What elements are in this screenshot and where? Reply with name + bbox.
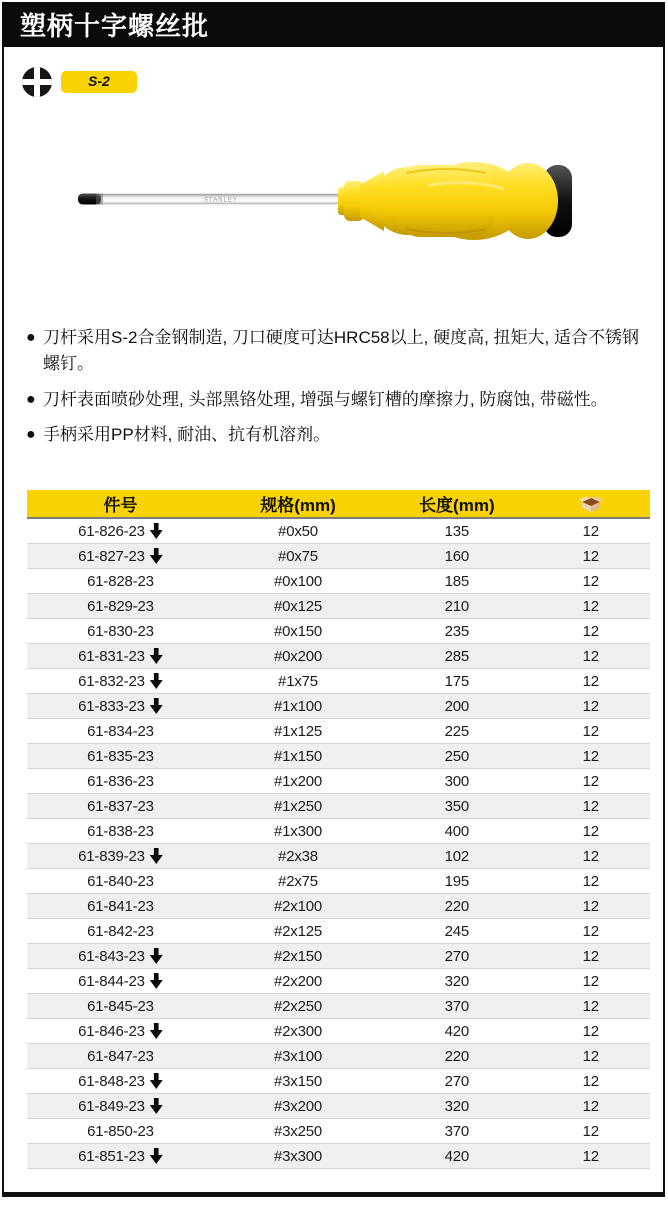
length-cell: 220 (382, 894, 532, 919)
down-arrow-icon (150, 948, 163, 964)
part-no-text: 61-839-23 (78, 847, 145, 865)
qty-cell: 12 (532, 794, 650, 819)
length-cell: 102 (382, 844, 532, 869)
part-no-text: 61-848-23 (78, 1072, 145, 1090)
spec-cell: #2x150 (214, 944, 382, 969)
carton-icon (579, 496, 603, 513)
part-no-cell (27, 919, 214, 944)
part-no-cell (27, 944, 214, 969)
part-no-cell (27, 994, 214, 1019)
down-arrow-icon (150, 548, 163, 564)
content-frame (2, 47, 665, 1197)
part-no-text: 61-827-23 (78, 547, 145, 565)
table-row (27, 869, 650, 894)
product-spec-table (27, 490, 650, 1169)
part-no-text: 61-828-23 (87, 572, 154, 590)
part-no-text: 61-836-23 (87, 772, 154, 790)
bullet-dot: ● (26, 329, 36, 346)
title-bar (2, 2, 665, 47)
down-arrow-icon (150, 1023, 163, 1039)
feature-item: ● 刀杆采用S-2合金钢制造, 刀口硬度可达HRC58以上, 硬度高, 扭矩大, 适合不锈钢螺钉。 (26, 328, 639, 374)
length-cell: 195 (382, 869, 532, 894)
down-arrow-icon (150, 1073, 163, 1089)
down-arrow-icon (150, 973, 163, 989)
spec-cell: #3x250 (214, 1119, 382, 1144)
part-no-text: 61-843-23 (78, 947, 145, 965)
part-no-cell (27, 1069, 214, 1094)
part-no-cell (27, 794, 214, 819)
qty-cell: 12 (532, 994, 650, 1019)
spec-cell: #0x50 (214, 518, 382, 544)
spec-cell: #2x250 (214, 994, 382, 1019)
spec-cell: #1x250 (214, 794, 382, 819)
drive-spec-row (22, 67, 137, 97)
spec-cell: #2x300 (214, 1019, 382, 1044)
part-no-cell (27, 1094, 214, 1119)
table-row (27, 619, 650, 644)
part-no-text: 61-831-23 (78, 647, 145, 665)
col-header-part-no: 件号 (27, 490, 214, 518)
spec-cell: #1x125 (214, 719, 382, 744)
table-row (27, 994, 650, 1019)
table-row (27, 544, 650, 569)
length-cell: 285 (382, 644, 532, 669)
length-cell: 370 (382, 1119, 532, 1144)
qty-cell: 12 (532, 1094, 650, 1119)
col-header-length: 长度(mm) (382, 490, 532, 518)
length-cell: 210 (382, 594, 532, 619)
table-header-row (27, 490, 650, 518)
part-no-text: 61-851-23 (78, 1147, 145, 1165)
length-cell: 235 (382, 619, 532, 644)
part-no-text: 61-841-23 (87, 897, 154, 915)
part-no-text: 61-837-23 (87, 797, 154, 815)
qty-cell: 12 (532, 669, 650, 694)
part-no-cell (27, 819, 214, 844)
qty-cell: 12 (532, 1069, 650, 1094)
part-no-text: 61-850-23 (87, 1122, 154, 1140)
qty-cell: 12 (532, 1144, 650, 1169)
part-no-text: 61-842-23 (87, 922, 154, 940)
down-arrow-icon (150, 698, 163, 714)
table-row (27, 794, 650, 819)
length-cell: 245 (382, 919, 532, 944)
part-no-cell (27, 518, 214, 544)
spec-cell: #0x125 (214, 594, 382, 619)
down-arrow-icon (150, 848, 163, 864)
bullet-dot: ● (26, 390, 36, 408)
qty-cell: 12 (532, 769, 650, 794)
feature-item: ● 刀杆表面喷砂处理, 头部黑铬处理, 增强与螺钉槽的摩擦力, 防腐蚀, 带磁性。 (26, 387, 647, 413)
part-no-cell (27, 969, 214, 994)
length-cell: 185 (382, 569, 532, 594)
spec-cell: #1x75 (214, 669, 382, 694)
page-title: 塑柄十字螺丝批 (20, 11, 210, 41)
table-row (27, 894, 650, 919)
length-cell: 220 (382, 1044, 532, 1069)
table-row (27, 1094, 650, 1119)
part-no-text: 61-829-23 (87, 597, 154, 615)
table-row (27, 719, 650, 744)
table-row (27, 1119, 650, 1144)
down-arrow-icon (150, 1098, 163, 1114)
part-no-text: 61-846-23 (78, 1022, 145, 1040)
length-cell: 225 (382, 719, 532, 744)
qty-cell: 12 (532, 844, 650, 869)
part-no-cell (27, 894, 214, 919)
table-row (27, 1019, 650, 1044)
qty-cell: 12 (532, 969, 650, 994)
table-row (27, 919, 650, 944)
part-no-cell (27, 644, 214, 669)
shaft-brand-text: STANLEY (204, 197, 238, 204)
feature-list (26, 325, 647, 457)
bullet-dot: ● (26, 426, 36, 444)
table-row (27, 844, 650, 869)
qty-cell: 12 (532, 544, 650, 569)
part-no-cell (27, 1019, 214, 1044)
spec-cell: #3x200 (214, 1094, 382, 1119)
length-cell: 400 (382, 819, 532, 844)
spec-cell: #1x100 (214, 694, 382, 719)
length-cell: 420 (382, 1144, 532, 1169)
spec-cell: #1x150 (214, 744, 382, 769)
part-no-cell (27, 594, 214, 619)
qty-cell: 12 (532, 594, 650, 619)
screwdriver-image (76, 151, 576, 251)
part-no-cell (27, 619, 214, 644)
qty-cell: 12 (532, 919, 650, 944)
table-row (27, 569, 650, 594)
table-row (27, 1144, 650, 1169)
spec-cell: #2x38 (214, 844, 382, 869)
part-no-cell (27, 1119, 214, 1144)
qty-cell: 12 (532, 569, 650, 594)
table-row (27, 1044, 650, 1069)
part-no-text: 61-840-23 (87, 872, 154, 890)
length-cell: 370 (382, 994, 532, 1019)
col-header-spec: 规格(mm) (214, 490, 382, 518)
qty-cell: 12 (532, 694, 650, 719)
part-no-cell (27, 719, 214, 744)
feature-item: ● 手柄采用PP材料, 耐油、抗有机溶剂。 (26, 422, 647, 448)
qty-cell: 12 (532, 518, 650, 544)
length-cell: 420 (382, 1019, 532, 1044)
length-cell: 320 (382, 1094, 532, 1119)
qty-cell: 12 (532, 1044, 650, 1069)
table-row (27, 944, 650, 969)
col-header-pack-qty (532, 490, 650, 518)
spec-cell: #2x75 (214, 869, 382, 894)
part-no-cell (27, 1144, 214, 1169)
length-cell: 135 (382, 518, 532, 544)
spec-cell: #1x200 (214, 769, 382, 794)
part-no-text: 61-844-23 (78, 972, 145, 990)
part-no-cell (27, 769, 214, 794)
qty-cell: 12 (532, 744, 650, 769)
table-body (27, 518, 650, 1169)
length-cell: 270 (382, 944, 532, 969)
part-no-text: 61-834-23 (87, 722, 154, 740)
part-no-text: 61-835-23 (87, 747, 154, 765)
part-no-cell (27, 869, 214, 894)
qty-cell: 12 (532, 819, 650, 844)
part-no-cell (27, 744, 214, 769)
part-no-cell (27, 569, 214, 594)
down-arrow-icon (150, 648, 163, 664)
length-cell: 270 (382, 1069, 532, 1094)
table-row (27, 594, 650, 619)
length-cell: 300 (382, 769, 532, 794)
table-row (27, 1069, 650, 1094)
spec-cell: #3x100 (214, 1044, 382, 1069)
table-row (27, 669, 650, 694)
length-cell: 160 (382, 544, 532, 569)
part-no-cell (27, 544, 214, 569)
spec-cell: #2x125 (214, 919, 382, 944)
qty-cell: 12 (532, 719, 650, 744)
table-row (27, 969, 650, 994)
down-arrow-icon (150, 523, 163, 539)
table-row (27, 518, 650, 544)
length-cell: 320 (382, 969, 532, 994)
spec-cell: #3x150 (214, 1069, 382, 1094)
steel-grade-badge: S-2 (61, 71, 137, 92)
qty-cell: 12 (532, 1119, 650, 1144)
spec-cell: #0x200 (214, 644, 382, 669)
qty-cell: 12 (532, 869, 650, 894)
part-no-text: 61-826-23 (78, 522, 145, 540)
down-arrow-icon (150, 1148, 163, 1164)
qty-cell: 12 (532, 644, 650, 669)
spec-cell: #0x100 (214, 569, 382, 594)
part-no-cell (27, 694, 214, 719)
part-no-text: 61-832-23 (78, 672, 145, 690)
qty-cell: 12 (532, 619, 650, 644)
part-no-text: 61-845-23 (87, 997, 154, 1015)
spec-cell: #1x300 (214, 819, 382, 844)
part-no-text: 61-833-23 (78, 697, 145, 715)
table-row (27, 744, 650, 769)
part-no-text: 61-838-23 (87, 822, 154, 840)
part-no-cell (27, 1044, 214, 1069)
part-no-text: 61-830-23 (87, 622, 154, 640)
qty-cell: 12 (532, 944, 650, 969)
length-cell: 350 (382, 794, 532, 819)
table-row (27, 644, 650, 669)
spec-cell: #0x150 (214, 619, 382, 644)
qty-cell: 12 (532, 894, 650, 919)
spec-cell: #3x300 (214, 1144, 382, 1169)
length-cell: 250 (382, 744, 532, 769)
part-no-text: 61-847-23 (87, 1047, 154, 1065)
spec-cell: #2x200 (214, 969, 382, 994)
table-row (27, 819, 650, 844)
spec-cell: #0x75 (214, 544, 382, 569)
part-no-cell (27, 669, 214, 694)
spec-cell: #2x100 (214, 894, 382, 919)
length-cell: 200 (382, 694, 532, 719)
table-row (27, 769, 650, 794)
qty-cell: 12 (532, 1019, 650, 1044)
length-cell: 175 (382, 669, 532, 694)
part-no-cell (27, 844, 214, 869)
down-arrow-icon (150, 673, 163, 689)
part-no-text: 61-849-23 (78, 1097, 145, 1115)
table-row (27, 694, 650, 719)
phillips-icon (22, 67, 52, 97)
